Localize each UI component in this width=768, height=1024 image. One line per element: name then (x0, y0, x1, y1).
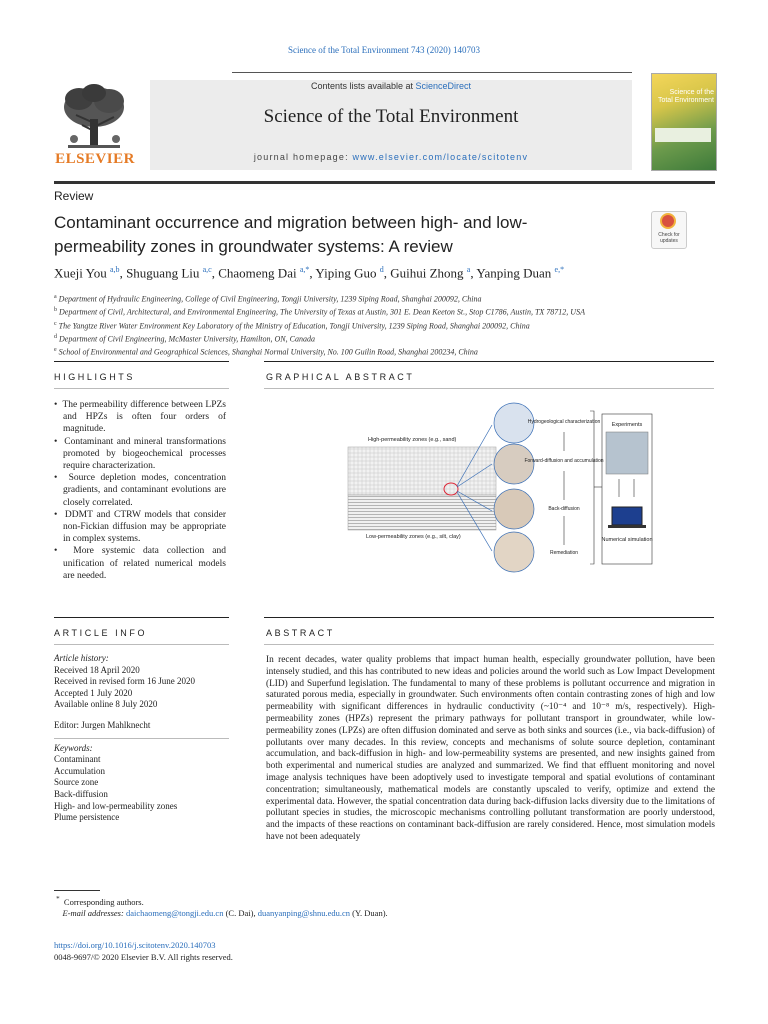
article-info-rule-mid (54, 644, 229, 645)
ga-simulation-base (608, 525, 646, 528)
footnote-rule (54, 890, 100, 891)
affiliation-key: c (54, 320, 57, 327)
author-affiliation-marker[interactable]: d (379, 265, 384, 274)
journal-cover-image[interactable] (651, 73, 717, 171)
highlight-item: • Contaminant and mineral transformations promoted by biogeochemical processes require characterization. (54, 436, 226, 473)
article-info-heading: ARTICLE INFO (54, 628, 148, 638)
keyword-item: Plume persistence (54, 812, 120, 823)
affiliation-item (54, 345, 714, 358)
keywords-rule (54, 738, 229, 739)
header-top-rule (232, 72, 632, 73)
article-history-label: Article history: (54, 653, 109, 663)
highlight-item: • More systemic data collection and unification of related numerical models are needed. (54, 545, 226, 582)
author-name[interactable]: Yanping Duan (476, 265, 552, 281)
affiliation-item (54, 292, 714, 305)
highlight-item: • DDMT and CTRW models that consider non-Fickian diffusion may be appropriate in complex systems. (54, 509, 226, 546)
affiliation-key: a (54, 294, 57, 300)
corresponding-text: Corresponding authors. (63, 896, 144, 907)
footnote-mark: * (56, 895, 60, 903)
author-affiliation-marker[interactable]: a (466, 265, 471, 274)
author-affiliation-marker[interactable]: a,* (299, 265, 310, 274)
journal-title: Science of the Total Environment (263, 106, 519, 127)
author-name[interactable]: Shuguang Liu (126, 265, 200, 281)
abstract-rule-mid (264, 644, 714, 645)
ga-experiments-label: Experiments (611, 422, 643, 428)
affiliation-item (54, 305, 714, 318)
affiliation-text: The Yangtze River Water Environment Key Laboratory of the Ministry of Education, Tongji University, 1239 Siping Road, Shanghai 200092, China (58, 321, 530, 331)
affiliation-text: Department of Civil Engineering, McMaster University, Hamilton, ON, Canada (59, 334, 315, 344)
highlight-item: • The permeability difference between LPZs and HPZs is often four orders of magnitude. (54, 399, 226, 436)
history-item: Received 18 April 2020 (54, 664, 140, 675)
abstract-heading: ABSTRACT (266, 628, 335, 638)
ga-rule-mid (264, 388, 714, 389)
ga-numerical-label: Numerical simulation (601, 537, 653, 543)
email-line (54, 908, 388, 920)
ga-step-label: Hydrogeological characterization (527, 419, 601, 425)
ga-experiment-photo (606, 432, 648, 474)
author-name[interactable]: Guihui Zhong (390, 265, 464, 281)
keyword-item: Accumulation (54, 765, 105, 776)
ga-step-label: Forward-diffusion and accumulation (524, 458, 604, 464)
elsevier-wordmark: ELSEVIER (55, 151, 135, 167)
affiliation-list (54, 292, 714, 359)
homepage-line (150, 152, 632, 162)
ga-rule-top (264, 361, 714, 362)
author-name[interactable]: Xueji You (54, 265, 107, 281)
highlights-heading: HIGHLIGHTS (54, 372, 136, 382)
footnote (54, 894, 388, 920)
affiliation-text: Department of Civil, Architectural, and Environmental Engineering, The University of Texas at Austin, 301 E. Dean Keeton St., Stop C1786, Austin, TX 78712, USA (59, 308, 585, 318)
crossmark-icon (660, 213, 676, 229)
email-link-dai[interactable]: daichaomeng@tongji.edu.cn (125, 908, 224, 919)
ga-step-label: Back-diffusion (548, 506, 580, 512)
author-name[interactable]: Yiping Guo (315, 265, 377, 281)
keyword-item: Source zone (54, 777, 99, 788)
doi-link[interactable]: https://doi.org/10.1016/j.scitotenv.2020.140703 (54, 940, 216, 950)
cover-title: Science of the Total Environment (657, 89, 714, 104)
author-affiliation-marker[interactable]: e,* (554, 265, 565, 274)
journal-citation-link[interactable]: Science of the Total Environment 743 (2020) 140703 (288, 45, 480, 55)
email-owner: (Y. Duan). (352, 908, 388, 919)
ga-step-label: Remediation (549, 550, 579, 556)
affiliation-key: d (54, 334, 57, 341)
affiliation-text: Department of Hydraulic Engineering, College of Civil Engineering, Tongji University, 1239 Siping Road, Shanghai 200092, China (58, 294, 482, 304)
article-title: Contaminant occurrence and migration between high- and low-permeability zones in groundwater systems: A review (54, 213, 528, 256)
highlights-rule-mid (54, 388, 229, 389)
contents-line (150, 81, 632, 91)
affiliation-text: School of Environmental and Geographical Sciences, Shanghai Normal University, No. 100 Guilin Road, Shanghai 200234, China (58, 348, 478, 358)
affiliation-key: b (54, 307, 57, 314)
ga-zoom-circle (494, 489, 534, 529)
sciencedirect-link[interactable]: ScienceDirect (415, 81, 472, 91)
keyword-item: Back-diffusion (54, 788, 108, 799)
affiliation-key: e (54, 347, 57, 354)
corresponding-note (54, 894, 388, 908)
ga-simulation-screen (612, 507, 642, 525)
author-list: Xueji You $^{a,b}$, Shuguang Liu $^{a,c}$, Chaomeng Dai $^{a,*}$, Yiping Guo $^d$, Guihui Zhong $^a$, Yanping Duan $^{e,*}$ (54, 265, 565, 281)
keywords-label: Keywords: (54, 742, 93, 753)
highlights-list (54, 399, 226, 582)
crossmark-label (651, 232, 687, 244)
author-affiliation-marker[interactable]: a,c (202, 265, 212, 274)
spacer (54, 711, 229, 720)
affiliation-item (54, 319, 714, 332)
author-affiliation-marker[interactable]: a,b (110, 265, 120, 274)
article-type: Review (54, 189, 94, 203)
editor-line: Editor: Jurgen Mahlknecht (54, 719, 151, 730)
header-bottom-rule (54, 181, 715, 184)
email-label: E-mail addresses: (62, 908, 124, 919)
affiliation-item (54, 332, 714, 345)
crossmark-label-line2: updates (660, 238, 678, 244)
hpz-layer (348, 447, 496, 495)
copyright-line: 0048-9697/© 2020 Elsevier B.V. All rights reserved. (54, 952, 233, 962)
history-item: Accepted 1 July 2020 (54, 687, 133, 698)
crossmark-label-line1: Check for (658, 232, 680, 238)
ga-zoom-circle (494, 532, 534, 572)
author-name[interactable]: Chaomeng Dai (218, 265, 297, 281)
abstract-rule-top (264, 617, 714, 618)
email-owner: (C. Dai), (225, 908, 256, 919)
history-item: Received in revised form 16 June 2020 (54, 676, 195, 687)
highlight-item: • Source depletion modes, concentration gradients, and contaminant evolutions are closely correlated. (54, 472, 226, 509)
homepage-prefix: journal homepage: (253, 152, 353, 162)
article-info-rule-top (54, 617, 229, 618)
graphical-abstract-heading: GRAPHICAL ABSTRACT (266, 372, 415, 382)
ga-zoom-circle (494, 444, 534, 484)
contents-prefix: Contents lists available at (310, 81, 416, 91)
cover-strip (655, 128, 711, 142)
graphical-abstract-figure[interactable] (264, 399, 714, 584)
article-info-panel (54, 653, 229, 824)
email-link-duan[interactable]: duanyanping@shnu.edu.cn (257, 908, 351, 919)
homepage-link[interactable]: www.elsevier.com/locate/scitotenv (352, 152, 529, 162)
highlights-rule-top (54, 361, 229, 362)
keyword-item: High- and low-permeability zones (54, 800, 178, 811)
keyword-item: Contaminant (54, 754, 101, 765)
history-item: Available online 8 July 2020 (54, 699, 158, 710)
ga-lpz-label: Low-permeability zones (e.g., silt, clay) (366, 534, 461, 540)
abstract-text: In recent decades, water quality problems that impact human health, especially groundwater pollution, have been intensely studied, and this has contributed to new ideas and policies around the world such as Low Impact Development (LID) and Superfund legislation. The fundamental to many of these problems is pollutant occurrence and migration in saturated porous media, especially in groundwater. Such environments often contain contrasting zones of high and low permeability with significant differences in hydraulic conductivity (~10⁻⁴ and 10⁻⁸ m/s, respectively). High-permeability zones (HPZs) represent the primary pathways for pollutant transport in groundwater, while low-permeability zones (LPZs) are often diffusion dominated and serve as both sinks and sources (i.e., via back-diffusion) of pollutants over many decades. In this review, concepts and mechanisms of solute source depletion, contaminant accumulation, and back-diffusion in high- and low-permeability systems are presented, and new insights gained from both experimental and numerical studies are analyzed and summarized. We find that effluent monitoring and novel image analysis techniques have been adoptively used to investigate temporal and spatial evolutions of contaminant concentration; simultaneously, mathematical models are constantly upscaled to verify, optimize and extend the experimental data. However, the spatial concentration data during back-diffusion lacks diversity due to the limitations of pollutant species in studies, the microscopic mechanisms controlling pollutant transformation are poorly understood, and the impacts of these reactions on contaminant back-diffusion are rarely considered. Hence, most simulation models have not been adequately (266, 655, 715, 842)
ga-hpz-label: High-permeability zones (e.g., sand) (368, 437, 457, 443)
